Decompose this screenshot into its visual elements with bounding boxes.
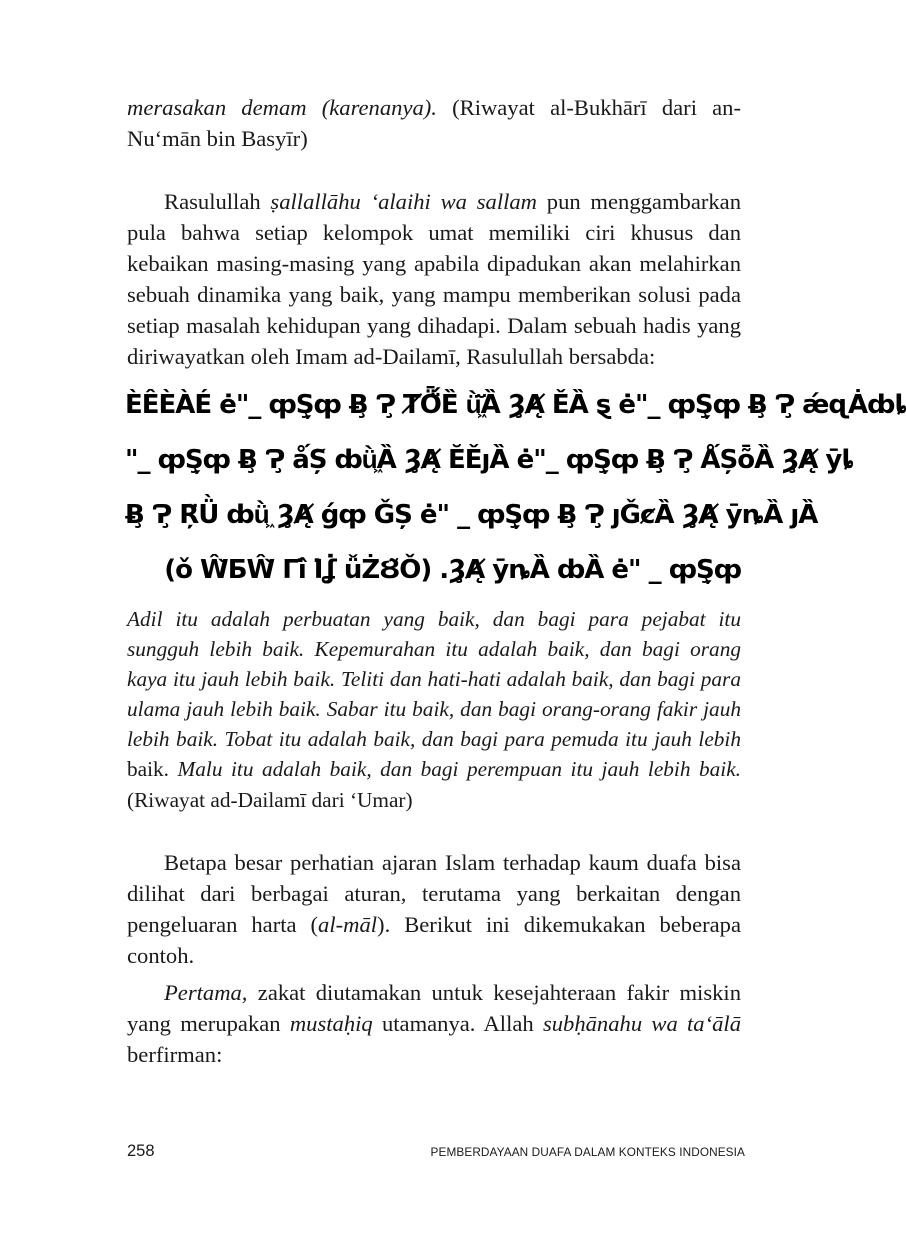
paragraph-intro-hadith	[127, 186, 741, 372]
honorific-italic: ṣallallāhu ‘alaihi wa sallam	[270, 189, 537, 214]
citation-text: (Riwayat ad-Dailamī dari ‘Umar)	[127, 787, 413, 812]
page-body	[125, 92, 906, 1070]
term-italic: al-māl	[318, 911, 378, 937]
arabic-hadith-text	[125, 378, 906, 598]
arabic-line-2: "_ ȹŞ̦ȹ Ƀ̧ Ɂ̧ ǻȘ̌ ȸǜ͖Ȁ Ȝ̧Ⱥ̨̨ ĔĚȷȀ ė"_ ȹŞ̦ȹ Ƀ̧ Ɂ̧ ǺȘȭȀ Ȝ̧Ⱥ̨̨ ȳȴ	[125, 445, 854, 475]
paragraph-duafa-attention	[127, 847, 741, 971]
page-number: 258	[127, 1142, 155, 1160]
text-run: ). Berikut ini dikemukakan beberapa contoh.	[127, 911, 742, 968]
running-head: PEMBERDAYAAN DUAFA DALAM KONTEKS INDONESIA	[430, 1145, 745, 1159]
page-footer	[127, 1142, 745, 1162]
text-run: baik.	[127, 757, 178, 782]
text-run: pun menggambarkan pula bahwa setiap kelompok umat memiliki ciri khusus dan kebaikan masing-masing yang apabila dipadukan akan melahirkan sebuah dinamika yang baik, yang mampu memberikan solusi pada setiap masalah kehidupan yang dihadapi. Dalam sebuah hadis yang diriwayatkan oleh Imam ad-Dailamī, Rasulullah bersabda:	[127, 189, 741, 369]
honorific-italic: subḥānahu wa ta‘ālā	[542, 1010, 741, 1036]
text-run: berfirman:	[127, 1041, 223, 1067]
paragraph-pertama	[127, 977, 741, 1070]
text-run: Betapa besar perhatian ajaran Islam terhadap kaum duafa bisa dilihat dari berbagai aturan, terutama yang berkaitan dengan pengeluaran harta (	[127, 849, 741, 937]
text-run: zakat diutamakan untuk kesejahteraan fakir miskin yang merupakan	[127, 979, 741, 1036]
citation-text: (Riwayat al-Bukhārī dari an-Nu‘mān bin Basyīr)	[127, 95, 741, 151]
italic-phrase: merasakan demam (karenanya).	[127, 95, 437, 120]
translation-italic: Adil itu adalah perbuatan yang baik, dan bagi para pejabat itu sungguh lebih baik. Kepemurahan itu adalah baik, dan bagi orang kaya itu jauh lebih baik. Teliti dan hati-hati adalah baik, dan bagi para ulama jauh lebih baik. Sabar itu baik, dan bagi orang-orang fakir jauh lebih baik. Tobat itu adalah baik, dan bagi para pemuda itu jauh lebih	[127, 607, 741, 752]
term-italic: Pertama,	[164, 979, 248, 1005]
hadith-translation	[127, 604, 741, 815]
arabic-line-3: Ƀ̧ Ɂ̧ Ŗ̈Ǜ ȸǜ͖ Ȝ̧Ⱥ̨̨ ǵȹ ǦȘ ė" _ ȹŞ̦ȹ Ƀ̧ Ɂ̧ ȷǦȼȀ Ȝ̧Ⱥ̨̨ ȳȵȀ ȷȀ	[125, 500, 818, 530]
term-italic: mustaḥiq	[289, 1010, 373, 1036]
text-run: Rasulullah	[164, 189, 271, 214]
arabic-line-1: ÈÊÈÀÉ ė"_ ȹŞ̦ȹ Ƀ̧ Ɂ̧ ȾȪ̈́Ȅ ǜ͖̆̈Ȁ Ȝ̧Ⱥ̨̨ ĚȀ ȿ ė"_ ȹŞ̦ȹ Ƀ̧ Ɂ̧ ǽɋȦȸȴ	[125, 390, 906, 420]
text-run: utamanya. Allah	[372, 1010, 543, 1036]
arabic-line-4: (ǒ Ŵ̀ƂŴ̀ Γî̇ Ι̇ʆ̇ ǚŻȢ̃Ǒ) .Ȝ̧Ⱥ̨̨ ȳȵȀ ȸȀ ė" _ ȹŞ̦ȹ	[164, 555, 741, 585]
translation-italic: Malu itu adalah baik, dan bagi perempuan itu jauh lebih baik.	[177, 757, 741, 782]
paragraph-citation	[127, 92, 741, 154]
